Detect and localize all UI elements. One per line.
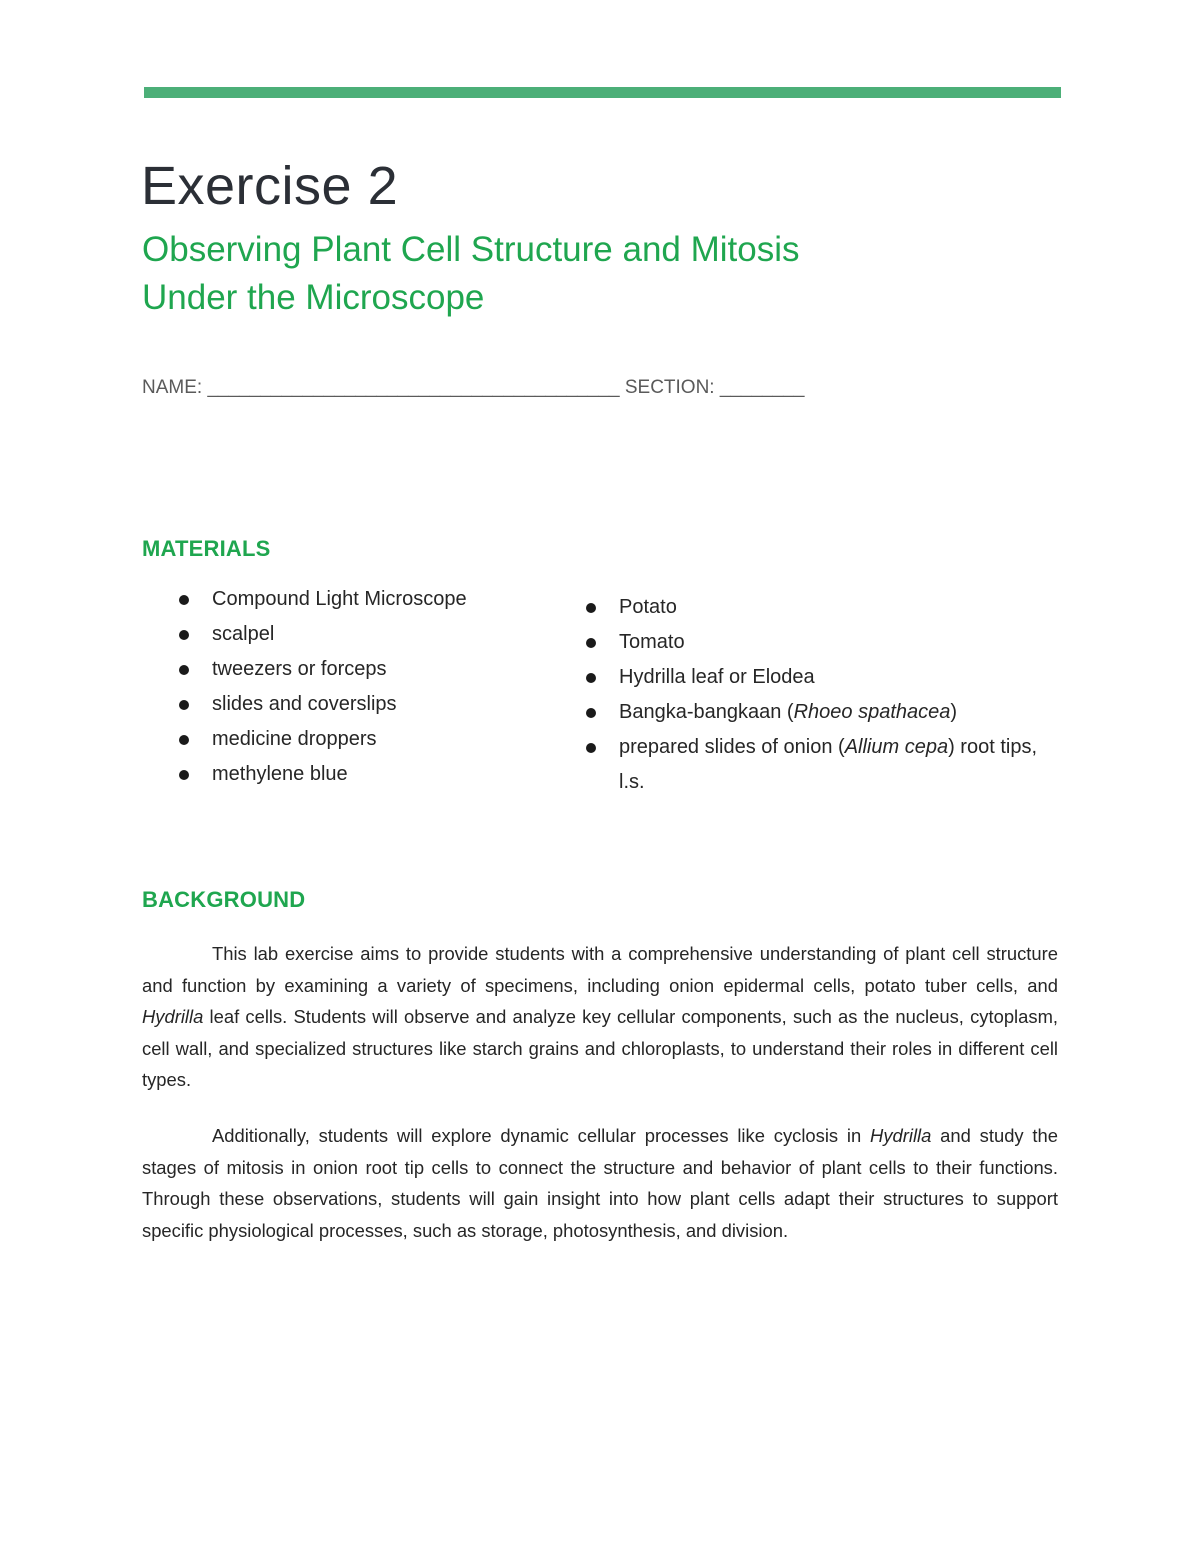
section-label: SECTION:: [624, 377, 715, 398]
name-blank[interactable]: _______________________________________: [207, 377, 620, 398]
bullet-icon: [586, 743, 596, 753]
bullet-icon: [179, 700, 189, 710]
subtitle-line-2: Under the Microscope: [142, 278, 485, 317]
bullet-icon: [179, 735, 189, 745]
page-title: Exercise 2: [141, 156, 399, 216]
materials-list-right: [583, 590, 1063, 800]
bullet-icon: [586, 603, 596, 613]
student-info-line: [142, 377, 804, 399]
background-paragraph-1: This lab exercise aims to provide students with a comprehensive understanding of plant cell structure and function by examining a variety of specimens, including onion epidermal cells, potato tuber cells, and Hydrilla leaf cells. Students will observe and analyze key cellular components, such as the nucleus, cytoplasm, cell wall, and specialized structures like starch grains and chloroplasts, to understand their roles in different cell types.: [142, 943, 1058, 1090]
bullet-icon: [586, 638, 596, 648]
list-item: Potato: [583, 590, 1063, 625]
section-blank[interactable]: ________: [719, 377, 805, 398]
top-green-rule: [144, 87, 1061, 98]
bullet-icon: [179, 665, 189, 675]
page-subtitle: [142, 226, 1042, 322]
name-label: NAME:: [142, 377, 203, 398]
list-item: scalpel: [176, 617, 556, 652]
list-item: Tomato: [583, 625, 1063, 660]
materials-list-left: [176, 582, 556, 792]
bullet-icon: [179, 770, 189, 780]
list-item: Compound Light Microscope: [176, 582, 556, 617]
background-paragraph-2: Additionally, students will explore dynamic cellular processes like cyclosis in Hydrilla and study the stages of mitosis in onion root tip cells to connect the structure and behavior of plant cells to their functions. Through these observations, students will gain insight into how plant cells adapt their structures to support specific physiological processes, such as storage, photosynthesis, and division.: [142, 1125, 1058, 1241]
background-heading: BACKGROUND: [142, 887, 306, 912]
list-item: prepared slides of onion (Allium cepa) root tips, l.s.: [583, 730, 1063, 800]
subtitle-line-1: Observing Plant Cell Structure and Mitosis: [142, 230, 800, 269]
bullet-icon: [586, 673, 596, 683]
bullet-icon: [179, 595, 189, 605]
list-item: medicine droppers: [176, 722, 556, 757]
bullet-icon: [179, 630, 189, 640]
list-item: Hydrilla leaf or Elodea: [583, 660, 1063, 695]
list-item: Bangka-bangkaan (Rhoeo spathacea): [583, 695, 1063, 730]
list-item: methylene blue: [176, 757, 556, 792]
list-item: slides and coverslips: [176, 687, 556, 722]
list-item: tweezers or forceps: [176, 652, 556, 687]
materials-heading: MATERIALS: [142, 536, 271, 561]
bullet-icon: [586, 708, 596, 718]
